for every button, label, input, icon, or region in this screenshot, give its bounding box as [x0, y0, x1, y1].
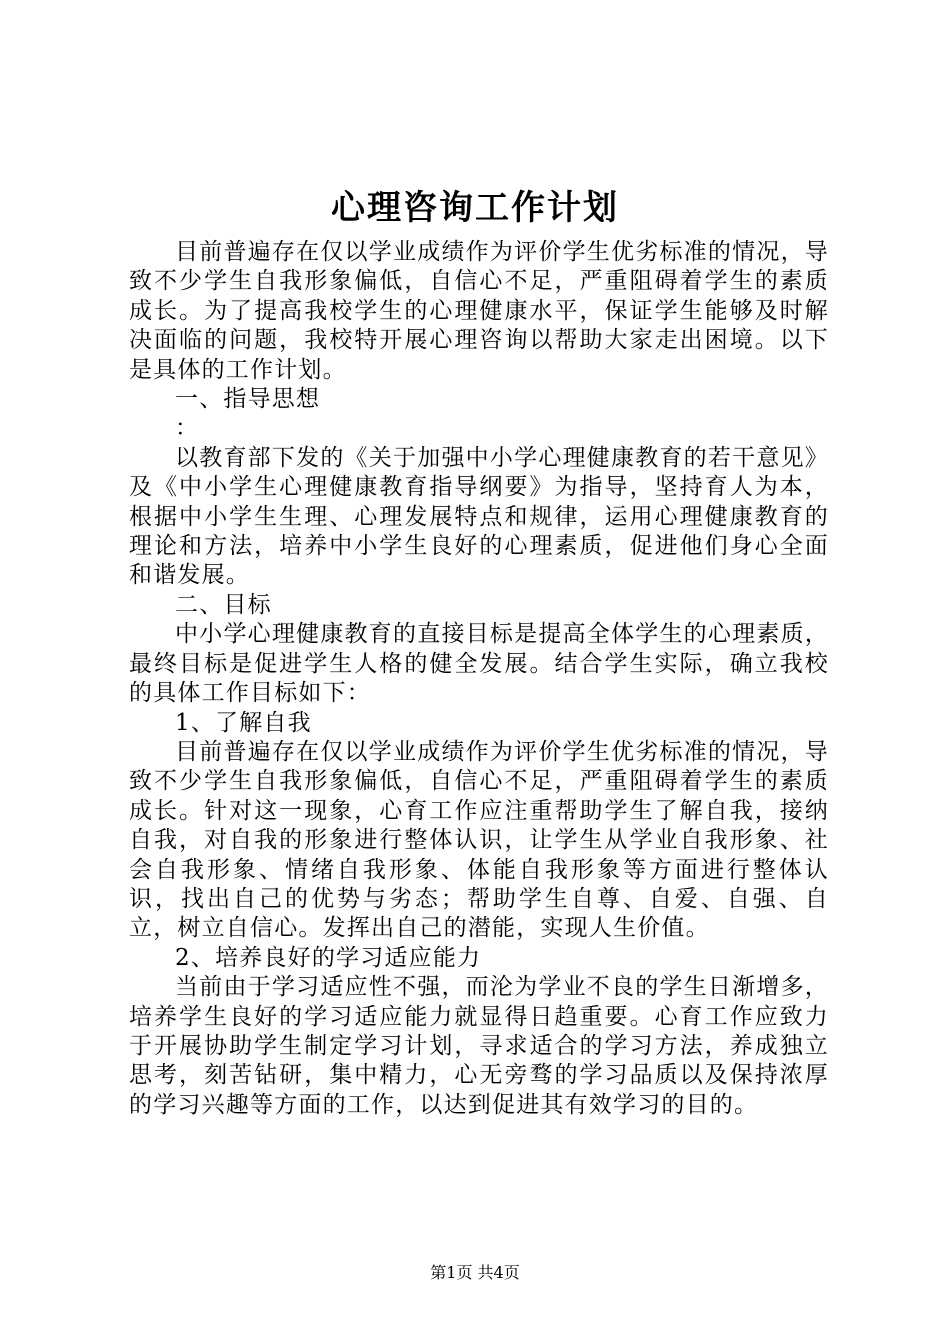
item-heading-learning-adaptability: 2、培养良好的学习适应能力 [175, 944, 482, 971]
page-footer: 第1页 共4页 [430, 1263, 520, 1282]
goals-paragraph: 中小学心理健康教育的直接目标是提高全体学生的心理素质，最终目标是促进学生人格的健全发展。结合学生实际，确立我校的具体工作目标如下： [129, 621, 829, 707]
guiding-thought-paragraph: 以教育部下发的《关于加强中小学心理健康教育的若干意见》及《中小学生心理健康教育指导纲要》为指导，坚持育人为本，根据中小学生生理、心理发展特点和规律，运用心理健康教育的理论和方法，培养中小学生良好的心理素质，促进他们身心全面和谐发展。 [129, 444, 829, 589]
document-title: 心理咨询工作计划 [331, 188, 619, 228]
item-heading-know-yourself: 1、了解自我 [175, 709, 312, 736]
learning-adaptability-paragraph: 当前由于学习适应性不强，而沦为学业不良的学生日渐增多，培养学生良好的学习适应能力就显得日趋重要。心育工作应致力于开展协助学生制定学习计划，寻求适合的学习方法，养成独立思考，刻苦钻研，集中精力，心无旁骛的学习品质以及保持浓厚的学习兴趣等方面的工作，以达到促进其有效学习的目的。 [129, 974, 829, 1118]
section-heading-goals: 二、目标 [175, 591, 272, 618]
section-colon: ： [175, 415, 200, 442]
intro-paragraph: 目前普遍存在仅以学业成绩作为评价学生优劣标准的情况，导致不少学生自我形象偏低，自信心不足，严重阻碍着学生的素质成长。为了提高我校学生的心理健康水平，保证学生能够及时解决面临的问题，我校特开展心理咨询以帮助大家走出困境。以下是具体的工作计划。 [129, 239, 829, 383]
document-body [129, 238, 829, 1120]
section-heading-guiding-thought: 一、指导思想 [175, 386, 321, 413]
know-yourself-paragraph: 目前普遍存在仅以学业成绩作为评价学生优劣标准的情况，导致不少学生自我形象偏低，自信心不足，严重阻碍着学生的素质成长。针对这一现象，心育工作应注重帮助学生了解自我，接纳自我，对自我的形象进行整体认识，让学生从学业自我形象、社会自我形象、情绪自我形象、体能自我形象等方面进行整体认识，找出自己的优势与劣态；帮助学生自尊、自爱、自强、自立，树立自信心。发挥出自己的潜能，实现人生价值。 [129, 738, 829, 942]
